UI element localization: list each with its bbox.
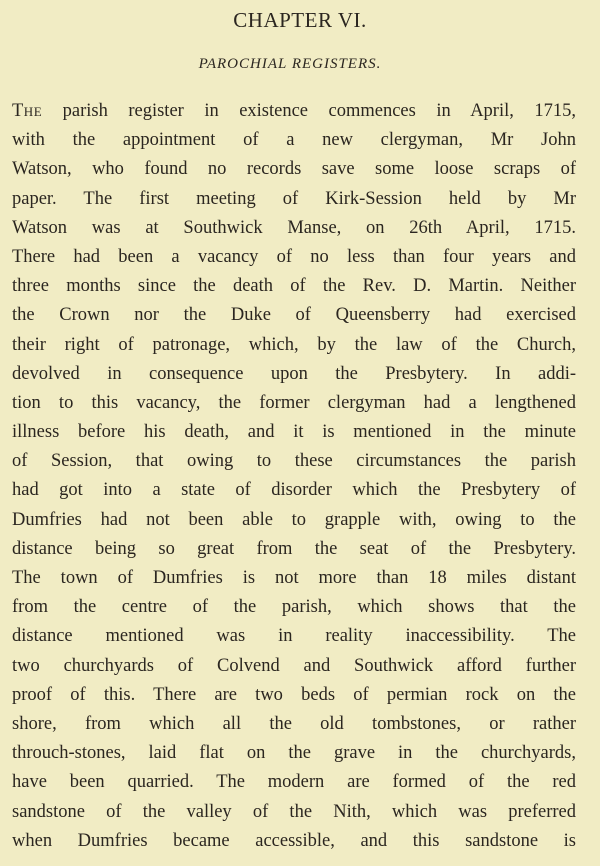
text-line: distance being so great from the seat of the Presbytery. (12, 538, 576, 559)
lead-word: The (12, 101, 43, 121)
text-line: their right of patronage, which, by the law of the Church, (12, 334, 576, 355)
text-line: illness before his death, and it is mentioned in the minute (12, 422, 576, 443)
text-line: proof of this. There are two beds of permian rock on the (12, 684, 576, 705)
text-line: two churchyards of Colvend and Southwick afford further (12, 655, 576, 676)
chapter-heading: CHAPTER VI. (233, 8, 367, 32)
text-line: with the appointment of a new clergyman, Mr John (12, 130, 576, 151)
text-line: throuch-stones, laid flat on the grave in the churchyards, (12, 743, 576, 764)
text-line: from the centre of the parish, which shows that the (12, 597, 576, 618)
text-line: paper. The first meeting of Kirk-Session held by Mr (12, 188, 576, 209)
text-line: devolved in consequence upon the Presbytery. In addi- (12, 363, 576, 384)
text-line-content: parish register in existence commences in April, 1715, (62, 101, 576, 121)
body-text (12, 97, 576, 856)
text-line: when Dumfries became accessible, and this sandstone is (12, 830, 576, 851)
text-line: The town of Dumfries is not more than 18 miles distant (12, 568, 576, 588)
text-line: Watson was at Southwick Manse, on 26th April, 1715. (12, 217, 576, 238)
text-line: had got into a state of disorder which the Presbytery of (12, 480, 576, 501)
text-line: tion to this vacancy, the former clergyman had a lengthened (12, 392, 576, 413)
text-line: the Crown nor the Duke of Queensberry had exercised (12, 305, 576, 326)
chapter-subtitle: PAROCHIAL REGISTERS. (198, 56, 382, 72)
text-line: sandstone of the valley of the Nith, which was preferred (12, 801, 576, 822)
text-line: There had been a vacancy of no less than four years and (12, 246, 576, 267)
text-line: distance mentioned was in reality inaccessibility. The (12, 626, 576, 647)
text-line: shore, from which all the old tombstones, or rather (12, 713, 576, 734)
text-line: Dumfries had not been able to grapple with, owing to the (12, 509, 576, 530)
text-line: of Session, that owing to these circumstances the parish (12, 451, 576, 472)
text-line: have been quarried. The modern are formed of the red (12, 772, 576, 793)
text-line: three months since the death of the Rev. D. Martin. Neither (12, 276, 576, 297)
text-line: Watson, who found no records save some loose scraps of (12, 159, 576, 180)
text-line (12, 97, 576, 126)
